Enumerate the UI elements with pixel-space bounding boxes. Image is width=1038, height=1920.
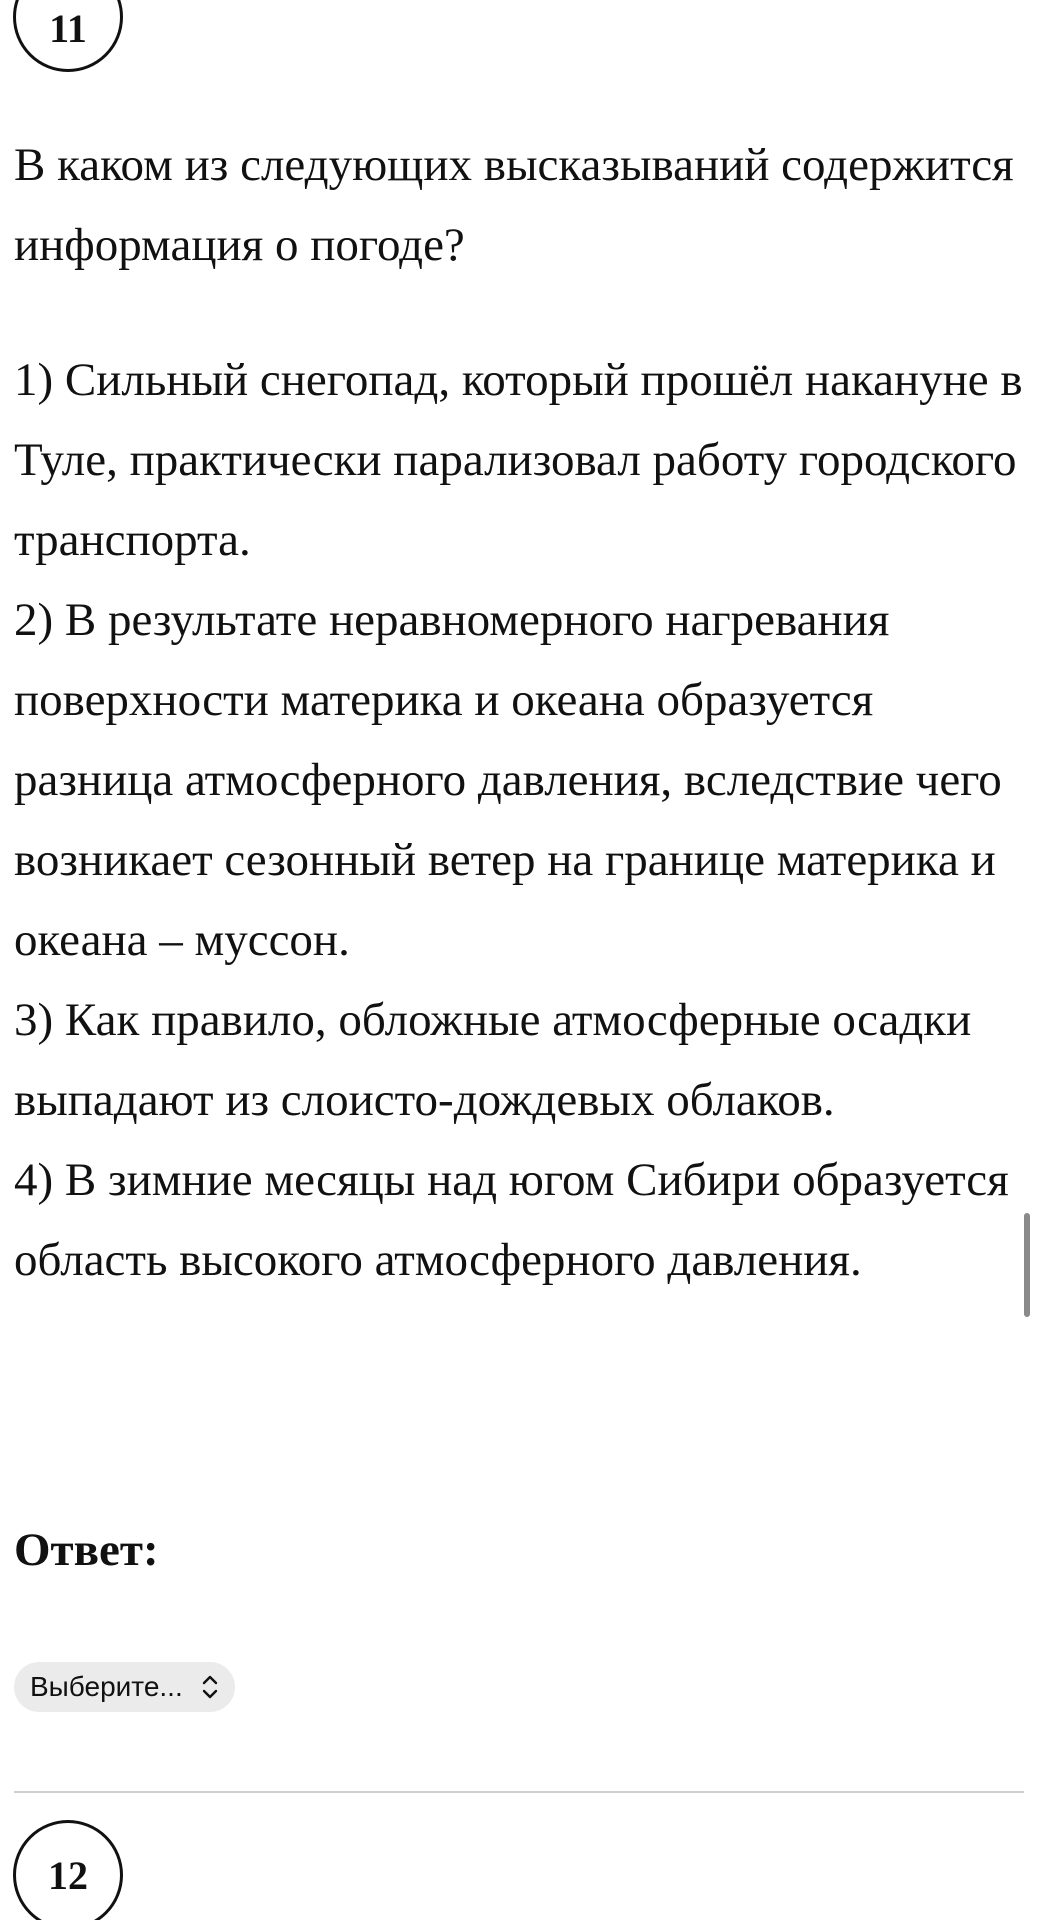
option-4: 4) В зимние месяцы над югом Сибири образуется область высокого атмосферного давления. [14, 1154, 1009, 1286]
option-1: 1) Сильный снегопад, который прошёл накануне в Туле, практически парализовал работу городского транспорта. [14, 354, 1023, 566]
answer-select-value: Выберите... [30, 1671, 183, 1702]
option-3: 3) Как правило, обложные атмосферные осадки выпадают из слоисто-дождевых облаков. [14, 994, 972, 1126]
chevron-up-down-icon [201, 1672, 219, 1702]
next-question-number-badge [13, 1820, 123, 1920]
question-number-badge [13, 0, 123, 72]
question-text: В каком из следующих высказываний содержится информация о погоде? [14, 139, 1014, 271]
divider [14, 1791, 1024, 1793]
next-question-number: 12 [48, 1852, 88, 1898]
option-2: 2) В результате неравномерного нагревания поверхности материка и океана образуется разница атмосферного давления, вследствие чего возникает сезонный ветер на границе материка и океана – муссон. [14, 594, 1002, 966]
answer-options [14, 340, 1024, 1300]
answer-select[interactable] [14, 1662, 235, 1712]
question-number: 11 [49, 6, 87, 51]
scrollbar-thumb[interactable] [1024, 1213, 1030, 1317]
answer-label: Ответ: [14, 1524, 159, 1576]
